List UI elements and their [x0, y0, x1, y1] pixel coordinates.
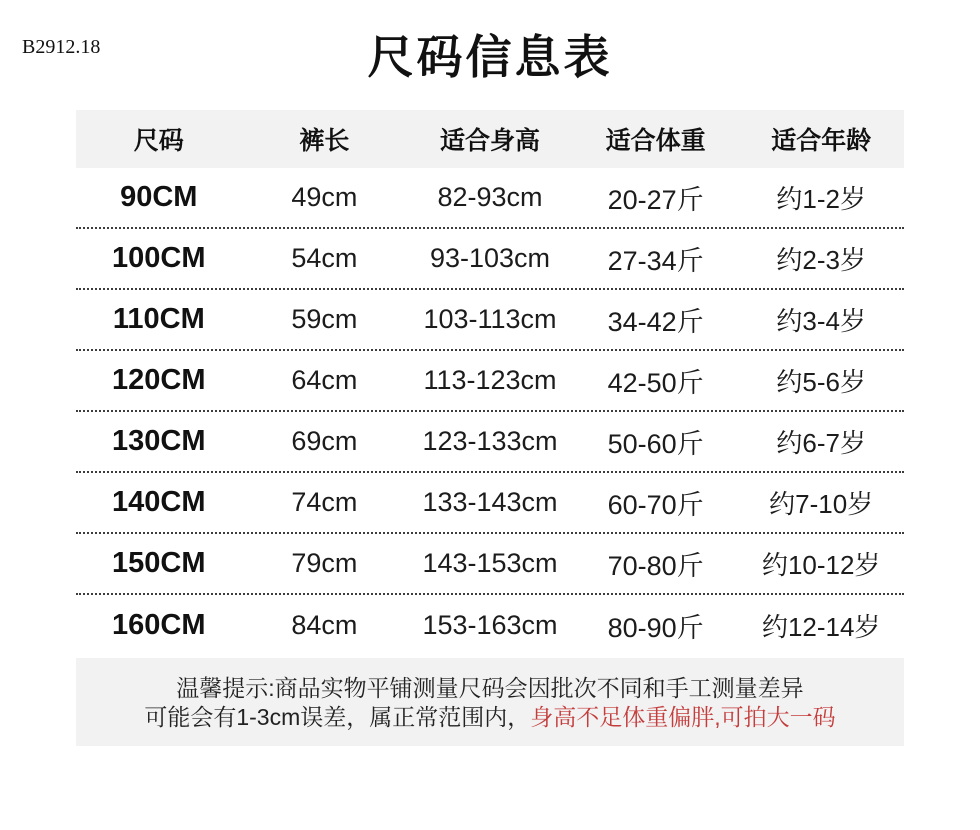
cell-size: 90CM — [120, 181, 198, 213]
cell-pants-length: 84cm — [291, 610, 358, 640]
cell-pants-length: 49cm — [291, 182, 358, 212]
cell-height: 113-123cm — [423, 365, 557, 395]
cell-age: 约3-4岁 — [776, 306, 866, 336]
table-row — [76, 534, 904, 595]
table-row — [76, 595, 904, 656]
cell-age: 约7-10岁 — [769, 489, 874, 519]
cell-size: 110CM — [112, 303, 205, 335]
notice-box — [76, 658, 904, 746]
cell-pants-length: 79cm — [291, 548, 358, 578]
table-row — [76, 473, 904, 534]
cell-weight: 20-27斤 — [607, 185, 704, 215]
cell-height: 143-153cm — [422, 548, 558, 578]
cell-weight: 60-70斤 — [607, 490, 704, 520]
cell-weight: 27-34斤 — [607, 246, 704, 276]
notice-line-2 — [86, 703, 894, 732]
cell-age: 约12-14岁 — [761, 612, 881, 642]
cell-height: 103-113cm — [423, 304, 557, 334]
cell-age: 约10-12岁 — [761, 550, 881, 580]
cell-height: 82-93cm — [437, 182, 543, 212]
header-size: 尺码 — [133, 127, 184, 155]
cell-height: 93-103cm — [429, 243, 551, 273]
cell-size: 120CM — [112, 364, 206, 396]
table-header-row — [76, 110, 904, 168]
cell-height: 123-133cm — [422, 426, 558, 456]
notice-line-2-red: 身高不足体重偏胖,可拍大一码 — [530, 704, 836, 730]
cell-pants-length: 59cm — [291, 304, 358, 334]
cell-age: 约5-6岁 — [776, 367, 866, 397]
cell-size: 160CM — [112, 609, 206, 641]
cell-size: 140CM — [112, 486, 206, 518]
cell-age: 约2-3岁 — [776, 245, 866, 275]
cell-pants-length: 64cm — [291, 365, 358, 395]
cell-size: 100CM — [112, 242, 206, 274]
cell-age: 约6-7岁 — [776, 428, 866, 458]
table-row — [76, 229, 904, 290]
table-row — [76, 412, 904, 473]
cell-size: 150CM — [112, 547, 206, 579]
table-row — [76, 351, 904, 412]
page-title: 尺码信息表 — [367, 31, 613, 83]
table-row — [76, 168, 904, 229]
notice-line-2-black: 可能会有1-3cm误差，属正常范围内， — [144, 704, 531, 730]
cell-size: 130CM — [112, 425, 206, 457]
table-row — [76, 290, 904, 351]
cell-weight: 80-90斤 — [607, 613, 704, 643]
header-pants-length: 裤长 — [299, 127, 350, 155]
header-height: 适合身高 — [439, 127, 540, 155]
cell-weight: 42-50斤 — [607, 368, 704, 398]
cell-age: 约1-2岁 — [776, 184, 866, 214]
notice-line-1: 温馨提示:商品实物平铺测量尺码会因批次不同和手工测量差异 — [176, 675, 804, 701]
cell-weight: 34-42斤 — [607, 307, 704, 337]
cell-weight: 50-60斤 — [607, 429, 704, 459]
cell-height: 153-163cm — [422, 610, 558, 640]
cell-pants-length: 69cm — [291, 426, 358, 456]
cell-weight: 70-80斤 — [607, 551, 704, 581]
cell-pants-length: 54cm — [291, 243, 358, 273]
cell-height: 133-143cm — [422, 487, 558, 517]
header-age: 适合年龄 — [771, 127, 872, 155]
size-table — [76, 110, 904, 656]
product-code: B2912.18 — [22, 36, 101, 58]
header-weight: 适合体重 — [605, 127, 706, 155]
cell-pants-length: 74cm — [291, 487, 358, 517]
